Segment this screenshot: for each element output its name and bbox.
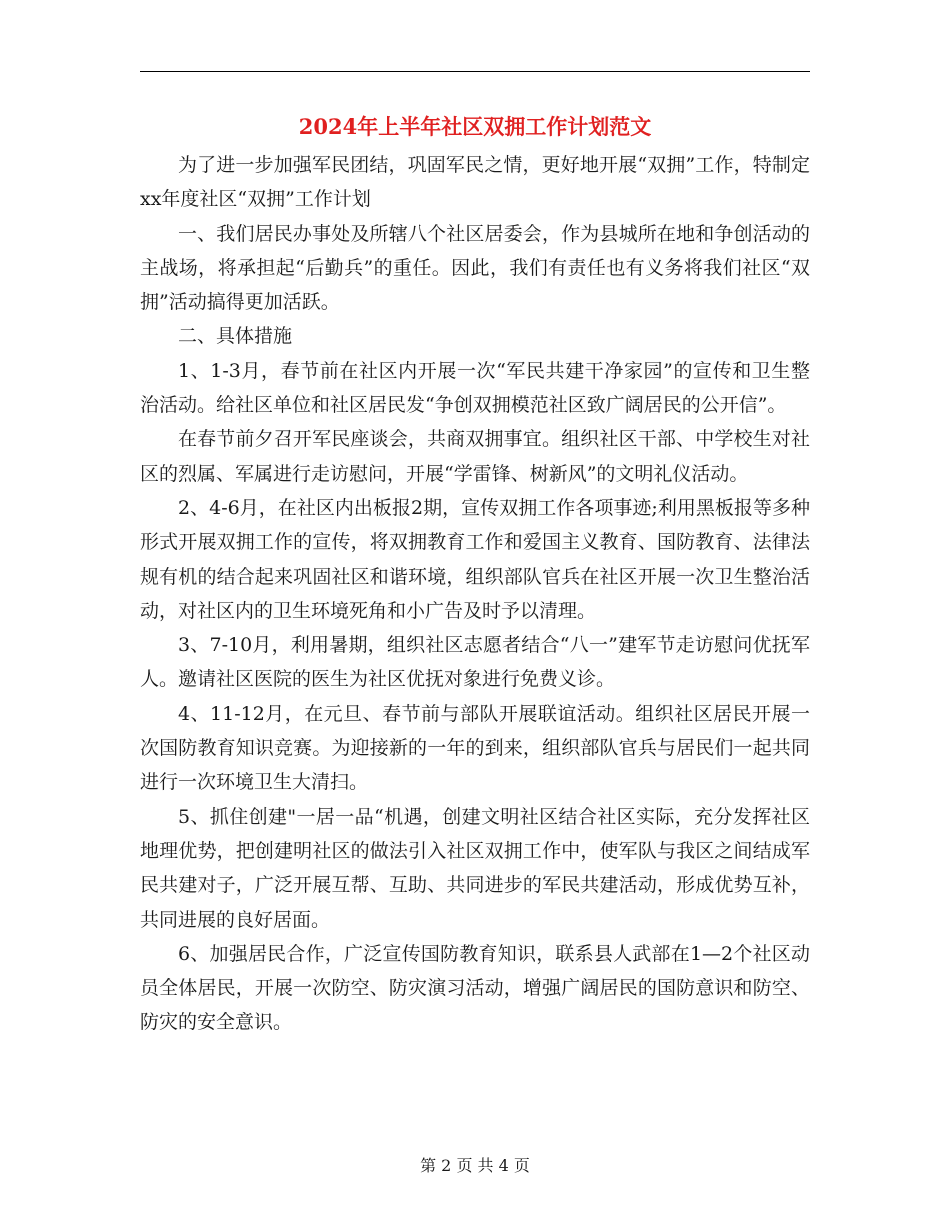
paragraph-section-1: 一、我们居民办事处及所辖八个社区居委会，作为县城所在地和争创活动的主战场，将承担起“后勤兵”的重任。因此，我们有责任也有义务将我们社区“双拥”活动搞得更加活跃。	[140, 222, 810, 314]
paragraph-measure-1: 1、1-3月，春节前在社区内开展一次“军民共建干净家园”的宣传和卫生整治活动。给社区单位和社区居民发“争创双拥模范社区致广阔居民的公开信”。	[140, 359, 810, 417]
paragraph-measure-1-cont: 在春节前夕召开军民座谈会，共商双拥事宜。组织社区干部、中学校生对社区的烈属、军属进行走访慰问，开展“学雷锋、树新风”的文明礼仪活动。	[140, 428, 810, 485]
paragraph-section-2-heading: 二、具体措施	[178, 325, 293, 348]
paragraph-measure-5: 5、抓住创建"一居一品“机遇，创建文明社区结合社区实际，充分发挥社区地理优势，把创建明社区的做法引入社区双拥工作中，使军队与我区之间结成军民共建对子，广泛开展互帮、互助、共同进步的军民共建活动，形成优势互补，共同进展的良好居面。	[140, 805, 810, 931]
paragraph-measure-2: 2、4-6月，在社区内出板报2期，宣传双拥工作各项事迹;利用黑板报等多种形式开展双拥工作的宣传，将双拥教育工作和爱国主义教育、国防教育、法律法规有机的结合起来巩固社区和谐环境，组织部队官兵在社区开展一次卫生整治活动，对社区内的卫生环境死角和小广告及时予以清理。	[140, 496, 810, 622]
paragraph-measure-3: 3、7-10月，利用暑期，组织社区志愿者结合“八一”建军节走访慰问优抚军人。邀请社区医院的医生为社区优抚对象进行免费义诊。	[140, 634, 810, 691]
header-rule	[140, 71, 810, 72]
paragraph-measure-4: 4、11-12月，在元旦、春节前与部队开展联谊活动。组织社区居民开展一次国防教育知识竞赛。为迎接新的一年的到来，组织部队官兵与居民们一起共同进行一次环境卫生大清扫。	[140, 702, 810, 794]
document-body	[140, 148, 810, 1040]
document-title: 2024年上半年社区双拥工作计划范文	[298, 114, 652, 139]
page-number: 第 2 页 共 4 页	[420, 1156, 530, 1175]
paragraph-measure-6: 6、加强居民合作，广泛宣传国防教育知识，联系县人武部在1—2个社区动员全体居民，开展一次防空、防灾演习活动，增强广阔居民的国防意识和防空、防灾的安全意识。	[140, 942, 810, 1034]
paragraph-intro: 为了进一步加强军民团结，巩固军民之情，更好地开展“双拥”工作，特制定xx年度社区“双拥”工作计划	[140, 154, 810, 211]
